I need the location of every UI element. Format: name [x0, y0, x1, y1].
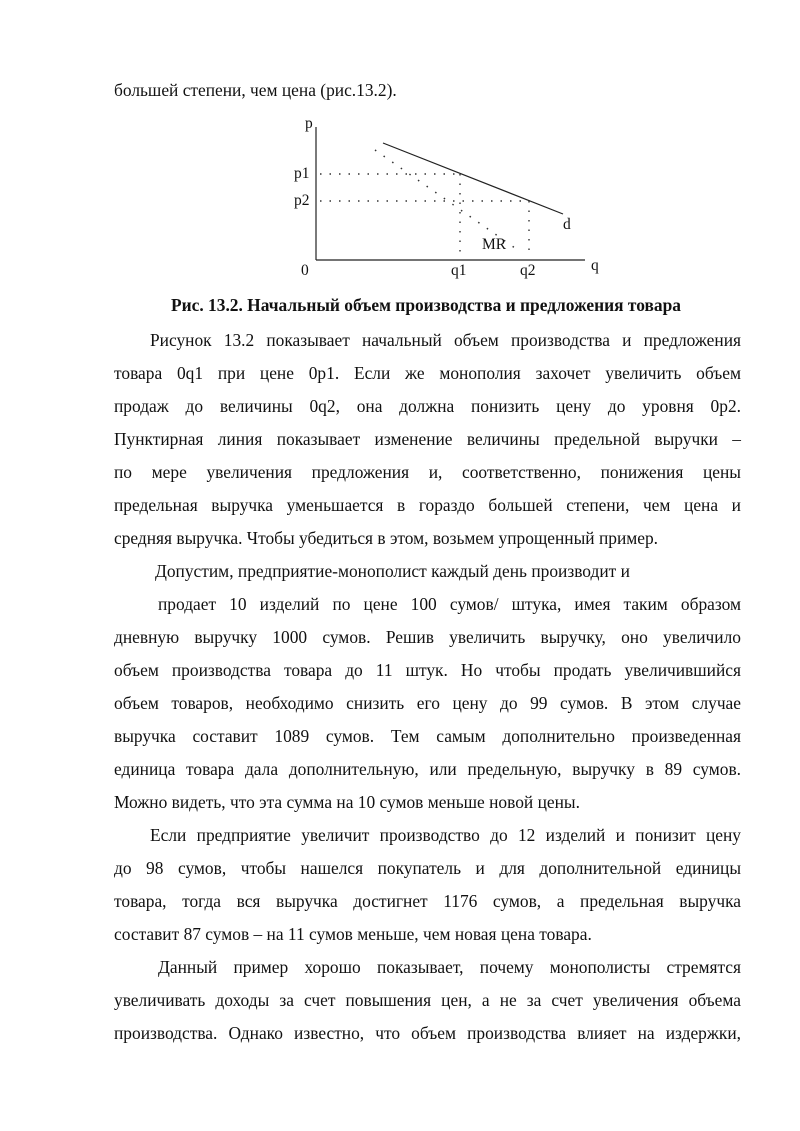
label-d: d	[563, 216, 571, 233]
text-line: Рисунок 13.2 показывает начальный объем производства и предложения	[150, 330, 741, 350]
text-line: Пунктирная линия показывает изменение величины предельной выручки –	[114, 429, 741, 449]
mr-line	[375, 150, 515, 248]
text-line: предельная выручка уменьшается в гораздо большей степени, чем цена и	[114, 495, 741, 515]
label-p: p	[305, 115, 313, 132]
text-line: по мере увеличения предложения и, соответственно, понижения цены	[114, 462, 741, 482]
label-mr: MR	[482, 236, 507, 253]
text-line: Данный пример хорошо показывает, почему монополисты стремятся	[158, 957, 741, 977]
text-line: составит 87 сумов – на 11 сумов меньше, чем новая цена товара.	[114, 924, 592, 944]
text-line: большей степени, чем цена (рис.13.2).	[114, 80, 397, 100]
demand-line	[383, 143, 563, 214]
label-q2: q2	[520, 262, 536, 279]
figure-caption: Рис. 13.2. Начальный объем производства и предложения товара	[171, 295, 681, 315]
text-line: продаж до величины 0q2, она должна понизить цену до уровня 0p2.	[114, 396, 741, 416]
text-line: товара, тогда вся выручка достигнет 1176 сумов, а предельная выручка	[114, 891, 741, 911]
label-p2: p2	[294, 192, 310, 209]
text-line: Допустим, предприятие-монополист каждый день производит и	[155, 561, 630, 581]
text-line: единица товара дала дополнительную, или предельную, выручку в 89 сумов.	[114, 759, 741, 779]
label-p1: p1	[294, 165, 310, 182]
text-line: продает 10 изделий по цене 100 сумов/ штука, имея таким образом	[158, 594, 741, 614]
text-line: увеличивать доходы за счет повышения цен, а не за счет увеличения объема	[114, 990, 741, 1010]
label-q: q	[591, 257, 599, 274]
text-line: до 98 сумов, чтобы нашелся покупатель и для дополнительной единицы	[114, 858, 741, 878]
text-line: производства. Однако известно, что объем производства влияет на издержки,	[114, 1023, 741, 1043]
label-origin: 0	[301, 262, 309, 279]
text-line: выручка составит 1089 сумов. Тем самым дополнительно произведенная	[114, 726, 741, 746]
text-line: Если предприятие увеличит производство до 12 изделий и понизит цену	[150, 825, 741, 845]
text-line: товара 0q1 при цене 0p1. Если же монополия захочет увеличить объем	[114, 363, 741, 383]
text-line: дневную выручку 1000 сумов. Решив увеличить выручку, оно увеличило	[114, 627, 741, 647]
label-q1: q1	[451, 262, 467, 279]
text-line: объем производства товара до 11 штук. Но чтобы продать увеличившийся	[114, 660, 741, 680]
text-line: Можно видеть, что эта сумма на 10 сумов меньше новой цены.	[114, 792, 580, 812]
text-line: средняя выручка. Чтобы убедиться в этом, возьмем упрощенный пример.	[114, 528, 659, 548]
text-line: объем товаров, необходимо снизить его цену до 99 сумов. В этом случае	[114, 693, 741, 713]
